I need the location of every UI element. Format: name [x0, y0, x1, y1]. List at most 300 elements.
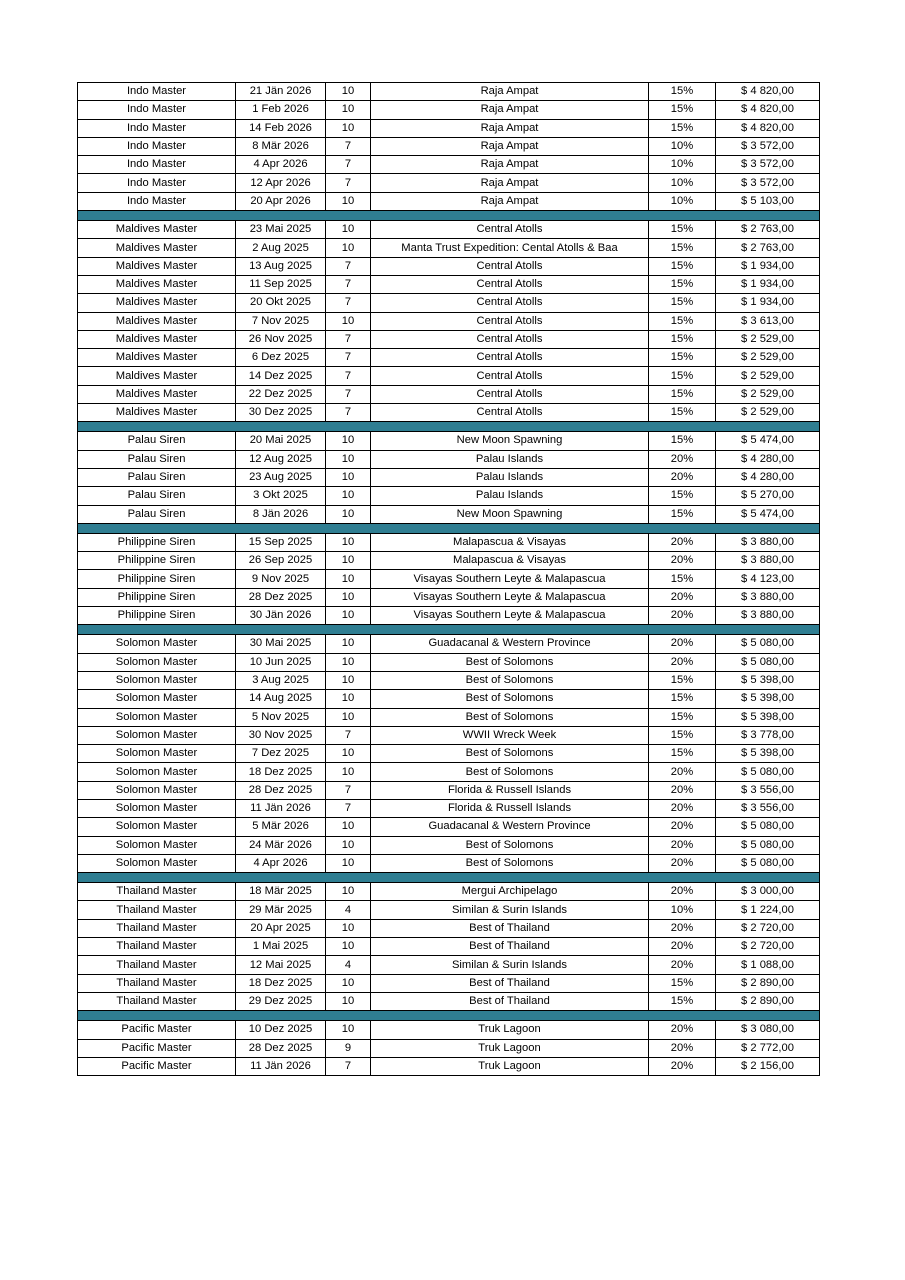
price-cell: $ 5 398,00: [716, 690, 820, 708]
price-cell: $ 5 398,00: [716, 671, 820, 689]
price-cell: $ 4 123,00: [716, 570, 820, 588]
table-row: [78, 992, 820, 1010]
discount-cell: 10%: [649, 901, 716, 919]
nights-cell: 10: [326, 505, 371, 523]
price-cell: $ 4 820,00: [716, 83, 820, 101]
discount-cell: 15%: [649, 404, 716, 422]
table-row: [78, 330, 820, 348]
price-cell: $ 3 000,00: [716, 883, 820, 901]
ship-cell: Solomon Master: [78, 745, 236, 763]
nights-cell: 10: [326, 607, 371, 625]
itinerary-cell: Truk Lagoon: [371, 1021, 649, 1039]
date-cell: 2 Aug 2025: [236, 239, 326, 257]
discount-cell: 20%: [649, 450, 716, 468]
itinerary-cell: Best of Solomons: [371, 708, 649, 726]
price-cell: $ 3 572,00: [716, 137, 820, 155]
ship-cell: Philippine Siren: [78, 607, 236, 625]
price-cell: $ 2 720,00: [716, 938, 820, 956]
itinerary-cell: Florida & Russell Islands: [371, 799, 649, 817]
date-cell: 30 Jän 2026: [236, 607, 326, 625]
group-separator: [78, 211, 820, 221]
date-cell: 20 Apr 2026: [236, 192, 326, 210]
price-cell: $ 5 080,00: [716, 836, 820, 854]
date-cell: 18 Mär 2025: [236, 883, 326, 901]
itinerary-cell: Best of Solomons: [371, 836, 649, 854]
itinerary-cell: Best of Solomons: [371, 854, 649, 872]
ship-cell: Maldives Master: [78, 349, 236, 367]
nights-cell: 7: [326, 330, 371, 348]
ship-cell: Maldives Master: [78, 257, 236, 275]
table-row: [78, 505, 820, 523]
date-cell: 20 Apr 2025: [236, 919, 326, 937]
itinerary-cell: Visayas Southern Leyte & Malapascua: [371, 607, 649, 625]
discount-cell: 15%: [649, 671, 716, 689]
price-cell: $ 4 820,00: [716, 119, 820, 137]
table-row: [78, 275, 820, 293]
table-row: [78, 763, 820, 781]
date-cell: 8 Jän 2026: [236, 505, 326, 523]
price-cell: $ 3 613,00: [716, 312, 820, 330]
itinerary-cell: Best of Thailand: [371, 938, 649, 956]
discount-cell: 10%: [649, 137, 716, 155]
nights-cell: 10: [326, 974, 371, 992]
date-cell: 20 Mai 2025: [236, 432, 326, 450]
ship-cell: Palau Siren: [78, 505, 236, 523]
table-row: [78, 312, 820, 330]
discount-cell: 20%: [649, 588, 716, 606]
group-separator: [78, 873, 820, 883]
discount-cell: 15%: [649, 312, 716, 330]
nights-cell: 10: [326, 992, 371, 1010]
itinerary-cell: Truk Lagoon: [371, 1039, 649, 1057]
ship-cell: Palau Siren: [78, 432, 236, 450]
nights-cell: 10: [326, 119, 371, 137]
ship-cell: Thailand Master: [78, 919, 236, 937]
ship-cell: Solomon Master: [78, 671, 236, 689]
ship-cell: Philippine Siren: [78, 588, 236, 606]
nights-cell: 10: [326, 570, 371, 588]
nights-cell: 7: [326, 137, 371, 155]
nights-cell: 10: [326, 221, 371, 239]
ship-cell: Indo Master: [78, 192, 236, 210]
date-cell: 14 Aug 2025: [236, 690, 326, 708]
price-cell: $ 2 720,00: [716, 919, 820, 937]
nights-cell: 10: [326, 239, 371, 257]
table-row: [78, 671, 820, 689]
itinerary-cell: Similan & Surin Islands: [371, 901, 649, 919]
discount-cell: 15%: [649, 570, 716, 588]
table-row: [78, 432, 820, 450]
ship-cell: Solomon Master: [78, 708, 236, 726]
itinerary-cell: New Moon Spawning: [371, 432, 649, 450]
price-cell: $ 5 080,00: [716, 635, 820, 653]
discount-cell: 15%: [649, 505, 716, 523]
itinerary-cell: Central Atolls: [371, 404, 649, 422]
nights-cell: 10: [326, 763, 371, 781]
nights-cell: 10: [326, 588, 371, 606]
table-row: [78, 938, 820, 956]
ship-cell: Indo Master: [78, 119, 236, 137]
nights-cell: 7: [326, 156, 371, 174]
nights-cell: 10: [326, 487, 371, 505]
price-cell: $ 3 080,00: [716, 1021, 820, 1039]
itinerary-cell: Central Atolls: [371, 349, 649, 367]
itinerary-cell: Visayas Southern Leyte & Malapascua: [371, 570, 649, 588]
date-cell: 23 Mai 2025: [236, 221, 326, 239]
ship-cell: Maldives Master: [78, 239, 236, 257]
table-row: [78, 919, 820, 937]
discount-cell: 15%: [649, 239, 716, 257]
discount-cell: 15%: [649, 330, 716, 348]
discount-cell: 10%: [649, 192, 716, 210]
nights-cell: 7: [326, 257, 371, 275]
discount-cell: 15%: [649, 294, 716, 312]
date-cell: 4 Apr 2026: [236, 854, 326, 872]
date-cell: 8 Mär 2026: [236, 137, 326, 155]
itinerary-cell: Visayas Southern Leyte & Malapascua: [371, 588, 649, 606]
schedule-body: [78, 83, 820, 1076]
discount-cell: 20%: [649, 1057, 716, 1075]
date-cell: 22 Dez 2025: [236, 385, 326, 403]
ship-cell: Solomon Master: [78, 818, 236, 836]
discount-cell: 15%: [649, 367, 716, 385]
itinerary-cell: Best of Solomons: [371, 763, 649, 781]
itinerary-cell: Malapascua & Visayas: [371, 533, 649, 551]
date-cell: 12 Aug 2025: [236, 450, 326, 468]
price-cell: $ 5 103,00: [716, 192, 820, 210]
table-row: [78, 294, 820, 312]
itinerary-cell: Central Atolls: [371, 275, 649, 293]
date-cell: 10 Jun 2025: [236, 653, 326, 671]
date-cell: 23 Aug 2025: [236, 468, 326, 486]
ship-cell: Indo Master: [78, 83, 236, 101]
ship-cell: Maldives Master: [78, 312, 236, 330]
itinerary-cell: Palau Islands: [371, 487, 649, 505]
date-cell: 1 Mai 2025: [236, 938, 326, 956]
separator-bar: [78, 873, 820, 883]
ship-cell: Thailand Master: [78, 956, 236, 974]
ship-cell: Solomon Master: [78, 854, 236, 872]
price-cell: $ 1 224,00: [716, 901, 820, 919]
discount-cell: 20%: [649, 836, 716, 854]
nights-cell: 7: [326, 294, 371, 312]
date-cell: 6 Dez 2025: [236, 349, 326, 367]
ship-cell: Pacific Master: [78, 1057, 236, 1075]
group-separator: [78, 625, 820, 635]
discount-cell: 15%: [649, 257, 716, 275]
table-row: [78, 974, 820, 992]
ship-cell: Solomon Master: [78, 799, 236, 817]
price-cell: $ 2 529,00: [716, 385, 820, 403]
table-row: [78, 156, 820, 174]
table-row: [78, 901, 820, 919]
price-cell: $ 3 572,00: [716, 156, 820, 174]
nights-cell: 4: [326, 901, 371, 919]
separator-bar: [78, 211, 820, 221]
group-separator: [78, 1011, 820, 1021]
discount-cell: 20%: [649, 799, 716, 817]
table-row: [78, 552, 820, 570]
ship-cell: Thailand Master: [78, 992, 236, 1010]
itinerary-cell: Best of Thailand: [371, 992, 649, 1010]
itinerary-cell: Best of Solomons: [371, 671, 649, 689]
nights-cell: 7: [326, 385, 371, 403]
ship-cell: Philippine Siren: [78, 570, 236, 588]
table-row: [78, 221, 820, 239]
date-cell: 11 Sep 2025: [236, 275, 326, 293]
table-row: [78, 653, 820, 671]
nights-cell: 7: [326, 275, 371, 293]
itinerary-cell: Best of Solomons: [371, 653, 649, 671]
discount-cell: 20%: [649, 883, 716, 901]
table-row: [78, 607, 820, 625]
itinerary-cell: Central Atolls: [371, 385, 649, 403]
table-row: [78, 192, 820, 210]
table-row: [78, 1039, 820, 1057]
date-cell: 14 Feb 2026: [236, 119, 326, 137]
nights-cell: 10: [326, 836, 371, 854]
itinerary-cell: Best of Thailand: [371, 974, 649, 992]
price-cell: $ 2 772,00: [716, 1039, 820, 1057]
nights-cell: 10: [326, 450, 371, 468]
discount-cell: 20%: [649, 763, 716, 781]
discount-cell: 15%: [649, 487, 716, 505]
price-cell: $ 2 156,00: [716, 1057, 820, 1075]
date-cell: 5 Mär 2026: [236, 818, 326, 836]
table-row: [78, 101, 820, 119]
price-cell: $ 2 529,00: [716, 404, 820, 422]
discount-cell: 10%: [649, 174, 716, 192]
discount-cell: 15%: [649, 349, 716, 367]
date-cell: 28 Dez 2025: [236, 781, 326, 799]
table-row: [78, 404, 820, 422]
ship-cell: Maldives Master: [78, 221, 236, 239]
price-cell: $ 2 890,00: [716, 992, 820, 1010]
itinerary-cell: Raja Ampat: [371, 192, 649, 210]
ship-cell: Pacific Master: [78, 1021, 236, 1039]
ship-cell: Pacific Master: [78, 1039, 236, 1057]
discount-cell: 15%: [649, 974, 716, 992]
price-cell: $ 3 880,00: [716, 552, 820, 570]
price-cell: $ 2 529,00: [716, 367, 820, 385]
date-cell: 30 Dez 2025: [236, 404, 326, 422]
group-separator: [78, 422, 820, 432]
table-row: [78, 468, 820, 486]
date-cell: 29 Dez 2025: [236, 992, 326, 1010]
nights-cell: 10: [326, 818, 371, 836]
discount-cell: 15%: [649, 432, 716, 450]
table-row: [78, 137, 820, 155]
price-cell: $ 4 820,00: [716, 101, 820, 119]
itinerary-cell: Central Atolls: [371, 367, 649, 385]
table-row: [78, 818, 820, 836]
nights-cell: 4: [326, 956, 371, 974]
nights-cell: 10: [326, 312, 371, 330]
date-cell: 14 Dez 2025: [236, 367, 326, 385]
table-row: [78, 836, 820, 854]
ship-cell: Solomon Master: [78, 653, 236, 671]
discount-cell: 20%: [649, 854, 716, 872]
ship-cell: Solomon Master: [78, 836, 236, 854]
nights-cell: 10: [326, 653, 371, 671]
itinerary-cell: Truk Lagoon: [371, 1057, 649, 1075]
price-cell: $ 1 934,00: [716, 275, 820, 293]
date-cell: 28 Dez 2025: [236, 588, 326, 606]
price-cell: $ 5 080,00: [716, 818, 820, 836]
price-cell: $ 5 398,00: [716, 708, 820, 726]
discount-cell: 15%: [649, 385, 716, 403]
date-cell: 10 Dez 2025: [236, 1021, 326, 1039]
date-cell: 30 Mai 2025: [236, 635, 326, 653]
date-cell: 1 Feb 2026: [236, 101, 326, 119]
price-cell: $ 2 763,00: [716, 221, 820, 239]
price-cell: $ 2 890,00: [716, 974, 820, 992]
itinerary-cell: Guadacanal & Western Province: [371, 635, 649, 653]
nights-cell: 10: [326, 919, 371, 937]
table-row: [78, 708, 820, 726]
nights-cell: 10: [326, 468, 371, 486]
ship-cell: Thailand Master: [78, 938, 236, 956]
table-row: [78, 635, 820, 653]
itinerary-cell: Malapascua & Visayas: [371, 552, 649, 570]
ship-cell: Solomon Master: [78, 763, 236, 781]
discount-cell: 20%: [649, 607, 716, 625]
itinerary-cell: Raja Ampat: [371, 119, 649, 137]
ship-cell: Maldives Master: [78, 275, 236, 293]
discount-cell: 20%: [649, 635, 716, 653]
table-row: [78, 257, 820, 275]
discount-cell: 20%: [649, 1021, 716, 1039]
table-row: [78, 487, 820, 505]
price-cell: $ 5 080,00: [716, 763, 820, 781]
discount-cell: 15%: [649, 992, 716, 1010]
date-cell: 7 Dez 2025: [236, 745, 326, 763]
table-row: [78, 781, 820, 799]
nights-cell: 10: [326, 671, 371, 689]
ship-cell: Maldives Master: [78, 404, 236, 422]
discount-cell: 15%: [649, 690, 716, 708]
discount-cell: 10%: [649, 156, 716, 174]
nights-cell: 9: [326, 1039, 371, 1057]
table-row: [78, 690, 820, 708]
table-row: [78, 956, 820, 974]
date-cell: 21 Jän 2026: [236, 83, 326, 101]
table-row: [78, 367, 820, 385]
discount-cell: 15%: [649, 221, 716, 239]
price-cell: $ 3 778,00: [716, 726, 820, 744]
ship-cell: Maldives Master: [78, 367, 236, 385]
ship-cell: Solomon Master: [78, 690, 236, 708]
nights-cell: 10: [326, 101, 371, 119]
date-cell: 13 Aug 2025: [236, 257, 326, 275]
ship-cell: Palau Siren: [78, 487, 236, 505]
itinerary-cell: Best of Thailand: [371, 919, 649, 937]
price-cell: $ 3 880,00: [716, 588, 820, 606]
table-row: [78, 1021, 820, 1039]
date-cell: 26 Sep 2025: [236, 552, 326, 570]
nights-cell: 10: [326, 432, 371, 450]
ship-cell: Solomon Master: [78, 635, 236, 653]
itinerary-cell: Central Atolls: [371, 312, 649, 330]
price-cell: $ 4 280,00: [716, 450, 820, 468]
table-row: [78, 570, 820, 588]
discount-cell: 20%: [649, 781, 716, 799]
discount-cell: 20%: [649, 919, 716, 937]
date-cell: 18 Dez 2025: [236, 974, 326, 992]
separator-bar: [78, 422, 820, 432]
table-row: [78, 83, 820, 101]
table-row: [78, 349, 820, 367]
ship-cell: Maldives Master: [78, 294, 236, 312]
price-cell: $ 1 934,00: [716, 257, 820, 275]
separator-bar: [78, 1011, 820, 1021]
date-cell: 20 Okt 2025: [236, 294, 326, 312]
ship-cell: Maldives Master: [78, 385, 236, 403]
discount-cell: 20%: [649, 938, 716, 956]
price-cell: $ 5 080,00: [716, 653, 820, 671]
table-row: [78, 174, 820, 192]
nights-cell: 10: [326, 552, 371, 570]
date-cell: 15 Sep 2025: [236, 533, 326, 551]
table-row: [78, 883, 820, 901]
nights-cell: 7: [326, 726, 371, 744]
itinerary-cell: Raja Ampat: [371, 83, 649, 101]
discount-cell: 15%: [649, 726, 716, 744]
separator-bar: [78, 625, 820, 635]
price-cell: $ 5 270,00: [716, 487, 820, 505]
table-row: [78, 745, 820, 763]
table-row: [78, 450, 820, 468]
itinerary-cell: Guadacanal & Western Province: [371, 818, 649, 836]
nights-cell: 7: [326, 174, 371, 192]
price-cell: $ 5 080,00: [716, 854, 820, 872]
nights-cell: 10: [326, 745, 371, 763]
itinerary-cell: Florida & Russell Islands: [371, 781, 649, 799]
itinerary-cell: Central Atolls: [371, 257, 649, 275]
discount-cell: 15%: [649, 119, 716, 137]
date-cell: 11 Jän 2026: [236, 1057, 326, 1075]
price-cell: $ 2 529,00: [716, 349, 820, 367]
date-cell: 3 Aug 2025: [236, 671, 326, 689]
ship-cell: Indo Master: [78, 156, 236, 174]
discount-cell: 20%: [649, 468, 716, 486]
table-row: [78, 1057, 820, 1075]
nights-cell: 10: [326, 83, 371, 101]
nights-cell: 10: [326, 533, 371, 551]
table-row: [78, 726, 820, 744]
ship-cell: Philippine Siren: [78, 552, 236, 570]
nights-cell: 7: [326, 404, 371, 422]
nights-cell: 7: [326, 349, 371, 367]
discount-cell: 15%: [649, 83, 716, 101]
cruise-schedule-table: [77, 82, 820, 1076]
nights-cell: 10: [326, 192, 371, 210]
discount-cell: 20%: [649, 1039, 716, 1057]
nights-cell: 10: [326, 1021, 371, 1039]
price-cell: $ 3 880,00: [716, 607, 820, 625]
ship-cell: Indo Master: [78, 137, 236, 155]
date-cell: 26 Nov 2025: [236, 330, 326, 348]
date-cell: 12 Apr 2026: [236, 174, 326, 192]
table-row: [78, 239, 820, 257]
itinerary-cell: Raja Ampat: [371, 101, 649, 119]
group-separator: [78, 523, 820, 533]
date-cell: 29 Mär 2025: [236, 901, 326, 919]
price-cell: $ 2 763,00: [716, 239, 820, 257]
nights-cell: 10: [326, 708, 371, 726]
table-row: [78, 799, 820, 817]
price-cell: $ 5 398,00: [716, 745, 820, 763]
